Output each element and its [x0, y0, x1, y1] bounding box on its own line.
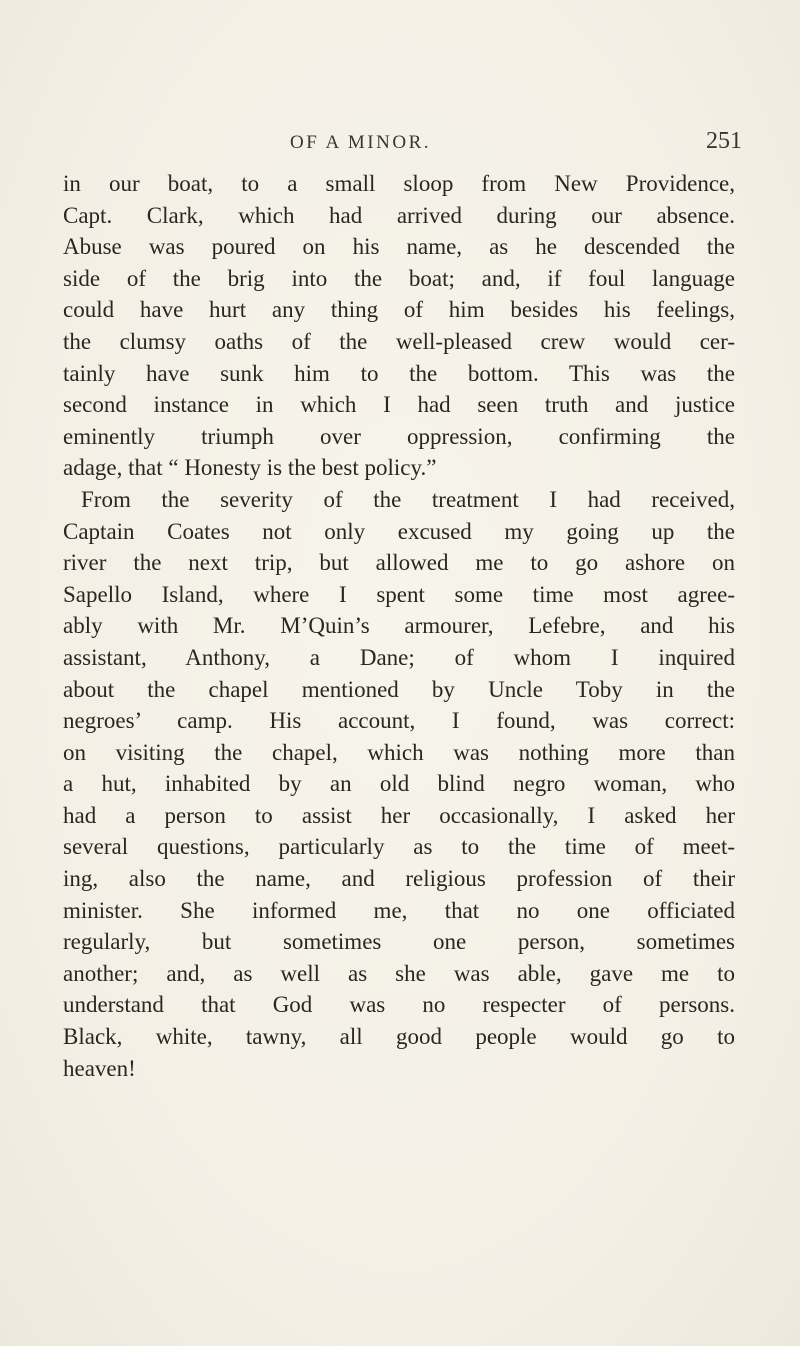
text-line: Capt. Clark, which had arrived during our absence.	[63, 202, 735, 228]
text-line-paragraph-end: heaven!	[63, 1055, 136, 1081]
text-line: Black, white, tawny, all good people would go to	[63, 1024, 735, 1050]
text-line: assistant, Anthony, a Dane; of whom I inquired	[63, 644, 735, 670]
page-number: 251	[706, 128, 742, 154]
text-line: several questions, particularly as to the time of meet-	[63, 834, 735, 860]
text-line: river the next trip, but allowed me to go ashore on	[63, 550, 735, 576]
text-line-paragraph-start: From the severity of the treatment I had received,	[81, 486, 735, 512]
text-line: ably with Mr. M’Quin’s armourer, Lefebre, and his	[63, 613, 735, 639]
text-line: Sapello Island, where I spent some time most agree-	[63, 581, 735, 607]
text-line: tainly have sunk him to the bottom. This was the	[63, 360, 735, 386]
text-line: a hut, inhabited by an old blind negro woman, who	[63, 771, 735, 797]
text-line: another; and, as well as she was able, gave me to	[63, 960, 735, 986]
text-line: ing, also the name, and religious profession of their	[63, 866, 735, 892]
running-head	[0, 126, 800, 166]
text-line: Captain Coates not only excused my going up the	[63, 518, 735, 544]
text-line: Abuse was poured on his name, as he descended the	[63, 234, 735, 260]
text-line: side of the brig into the boat; and, if foul language	[63, 265, 735, 291]
text-line: second instance in which I had seen truth and justice	[63, 392, 735, 418]
text-line: about the chapel mentioned by Uncle Toby in the	[63, 676, 735, 702]
body-text	[63, 168, 735, 1084]
text-line: in our boat, to a small sloop from New Providence,	[63, 171, 735, 196]
text-line: the clumsy oaths of the well-pleased crew would cer-	[63, 328, 735, 354]
running-title: OF A MINOR.	[290, 132, 431, 153]
text-line: minister. She informed me, that no one officiated	[63, 897, 735, 923]
text-line: eminently triumph over oppression, confirming the	[63, 423, 735, 449]
text-line: could have hurt any thing of him besides his feelings,	[63, 297, 735, 323]
text-line: negroes’ camp. His account, I found, was correct:	[63, 708, 735, 734]
text-line: regularly, but sometimes one person, sometimes	[63, 929, 735, 955]
text-line: had a person to assist her occasionally, I asked her	[63, 802, 735, 828]
text-line: on visiting the chapel, which was nothing more than	[63, 739, 735, 765]
text-line: understand that God was no respecter of persons.	[63, 992, 735, 1018]
text-line-paragraph-end: adage, that “ Honesty is the best policy.”	[63, 455, 437, 481]
